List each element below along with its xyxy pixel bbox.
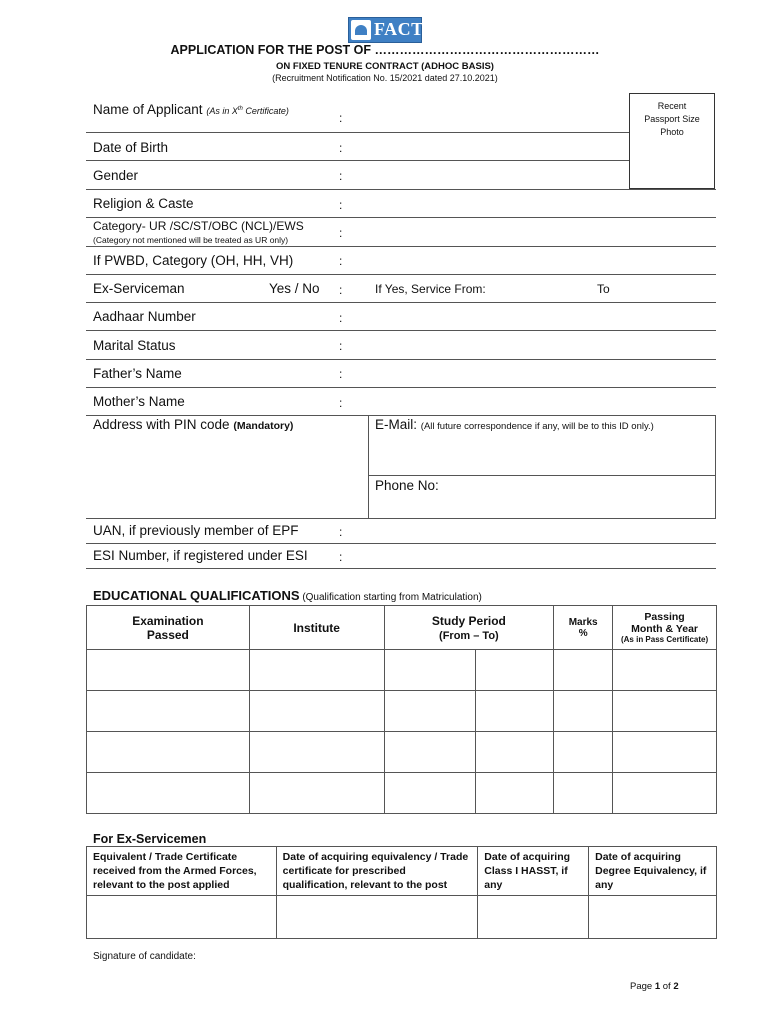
- col-study-period: [384, 606, 554, 650]
- colon: :: [339, 226, 343, 240]
- table-cell[interactable]: [476, 650, 554, 691]
- table-row: [87, 691, 717, 732]
- table-cell[interactable]: [384, 650, 476, 691]
- category-note: (Category not mentioned will be treated as UR only): [93, 235, 289, 245]
- service-to-label: To: [597, 282, 610, 296]
- table-cell[interactable]: [249, 691, 384, 732]
- table-row: [87, 650, 717, 691]
- table-cell[interactable]: [249, 773, 384, 814]
- colon: :: [339, 198, 343, 212]
- col-period-line-1: Study Period: [431, 613, 506, 628]
- page-of: of: [660, 981, 674, 992]
- exserviceman-label: Ex-Serviceman: [93, 281, 185, 296]
- table-cell[interactable]: [276, 896, 478, 939]
- table-cell[interactable]: [384, 732, 476, 773]
- field-divider: [86, 246, 716, 247]
- photo-line-2: Passport Size: [644, 114, 700, 124]
- name-note: (As in X: [206, 106, 238, 116]
- col-pass-line-2: Month & Year: [631, 623, 699, 635]
- table-cell[interactable]: [87, 650, 250, 691]
- field-divider: [86, 189, 716, 190]
- logo-text: FACT: [374, 19, 424, 39]
- col-exam-line-1: Examination: [132, 613, 204, 628]
- field-divider: [86, 518, 716, 519]
- email-note: (All future correspondence if any, will be to this ID only.): [420, 421, 654, 432]
- table-cell[interactable]: [87, 691, 250, 732]
- emblem-icon: [351, 20, 371, 40]
- exservicemen-title: For Ex-Servicemen: [93, 832, 207, 846]
- mother-name-label: Mother’s Name: [93, 394, 185, 409]
- field-divider: [86, 387, 716, 388]
- table-row: [87, 732, 717, 773]
- colon: :: [339, 550, 343, 564]
- table-cell[interactable]: [613, 773, 717, 814]
- col-examination: [87, 606, 250, 650]
- colon: :: [339, 525, 343, 539]
- page-total: 2: [673, 981, 679, 992]
- colon: :: [339, 141, 343, 155]
- education-title-note: (Qualification starting from Matriculation): [299, 592, 482, 603]
- table-cell[interactable]: [384, 773, 476, 814]
- colon: :: [339, 311, 343, 325]
- photo-box: [629, 93, 715, 189]
- recruitment-notification: (Recruitment Notification No. 15/2021 dated 27.10.2021): [272, 73, 498, 83]
- table-cell[interactable]: [87, 896, 277, 939]
- colon: :: [339, 283, 343, 297]
- field-divider: [86, 132, 629, 133]
- field-divider: [86, 274, 716, 275]
- fact-logo: [348, 17, 422, 43]
- photo-line-3: Photo: [660, 127, 684, 137]
- field-divider: [86, 568, 716, 569]
- field-divider: [86, 543, 716, 544]
- field-divider: [86, 160, 629, 161]
- table-cell[interactable]: [87, 773, 250, 814]
- col-marks-line-1: Marks: [568, 616, 598, 628]
- colon: :: [339, 396, 343, 410]
- uan-label: UAN, if previously member of EPF: [93, 523, 299, 538]
- education-header-row: [87, 606, 717, 650]
- col-marks: [554, 606, 613, 650]
- address-border: [715, 415, 716, 518]
- dob-label: Date of Birth: [93, 140, 169, 155]
- field-divider: [368, 475, 716, 476]
- table-cell[interactable]: [476, 732, 554, 773]
- table-cell[interactable]: [589, 896, 717, 939]
- table-cell[interactable]: [554, 650, 613, 691]
- table-cell[interactable]: [554, 691, 613, 732]
- exservicemen-table: [86, 846, 717, 939]
- education-table: [86, 605, 717, 814]
- col-passing: [613, 606, 717, 650]
- address-label-text: Address with PIN code: [93, 417, 230, 432]
- colon: :: [339, 367, 343, 381]
- name-note-2: Certificate): [242, 106, 289, 116]
- table-cell[interactable]: [249, 732, 384, 773]
- education-title: EDUCATIONAL QUALIFICATIONS: [93, 588, 300, 603]
- col-exam-line-2: Passed: [146, 627, 189, 642]
- col-institute: Institute: [249, 606, 384, 650]
- table-cell[interactable]: [613, 650, 717, 691]
- form-subtitle: ON FIXED TENURE CONTRACT (ADHOC BASIS): [276, 61, 494, 72]
- field-divider: [86, 359, 716, 360]
- colon: :: [339, 339, 343, 353]
- colon: :: [339, 254, 343, 268]
- name-note-sup: th: [237, 106, 243, 112]
- gender-label: Gender: [93, 168, 139, 183]
- table-cell[interactable]: [613, 691, 717, 732]
- service-from-label: If Yes, Service From:: [375, 282, 486, 296]
- col-marks-line-2: %: [578, 627, 588, 639]
- yes-no-option: Yes / No: [269, 281, 320, 296]
- form-title: APPLICATION FOR THE POST OF ………………………………………………: [170, 43, 600, 57]
- aadhaar-label: Aadhaar Number: [93, 309, 196, 324]
- col-degree-equivalency-date: Date of acquiring Degree Equivalency, if any: [589, 847, 717, 896]
- col-trade-certificate: Equivalent / Trade Certificate received from the Armed Forces, relevant to the post applied: [87, 847, 277, 896]
- address-label: [93, 417, 293, 432]
- table-cell[interactable]: [554, 773, 613, 814]
- col-hasst-date: Date of acquiring Class I HASST, if any: [478, 847, 589, 896]
- photo-line-1: Recent: [657, 101, 687, 111]
- table-cell[interactable]: [478, 896, 589, 939]
- marital-status-label: Marital Status: [93, 338, 176, 353]
- table-cell[interactable]: [476, 773, 554, 814]
- signature-label: Signature of candidate:: [93, 951, 196, 962]
- colon: :: [339, 111, 343, 125]
- colon: :: [339, 169, 343, 183]
- table-row: [87, 896, 717, 939]
- table-cell[interactable]: [613, 732, 717, 773]
- father-name-label: Father’s Name: [93, 366, 182, 381]
- field-divider: [86, 217, 716, 218]
- esi-label: ESI Number, if registered under ESI: [93, 548, 308, 563]
- email-label-text: E-Mail:: [375, 417, 418, 432]
- page-prefix: Page: [630, 981, 655, 992]
- email-label: [375, 417, 654, 432]
- name-label: [93, 102, 289, 117]
- phone-label: Phone No:: [375, 478, 439, 493]
- table-row: [87, 773, 717, 814]
- religion-label: Religion & Caste: [93, 196, 194, 211]
- category-label: Category- UR /SC/ST/OBC (NCL)/EWS: [93, 219, 304, 233]
- address-divider: [368, 415, 369, 518]
- table-cell[interactable]: [476, 691, 554, 732]
- table-cell[interactable]: [87, 732, 250, 773]
- table-cell[interactable]: [384, 691, 476, 732]
- col-pass-line-1: Passing: [644, 611, 685, 623]
- address-mandatory-note: (Mandatory): [233, 420, 294, 432]
- col-pass-line-3: (As in Pass Certificate): [620, 635, 709, 644]
- page-number: [630, 981, 679, 992]
- name-label-text: Name of Applicant: [93, 102, 203, 117]
- pwbd-label: If PWBD, Category (OH, HH, VH): [93, 253, 294, 268]
- field-divider: [86, 302, 716, 303]
- page-current: 1: [654, 981, 661, 992]
- col-equivalency-date: Date of acquiring equivalency / Trade certificate for prescribed qualification, relevant to the post: [276, 847, 478, 896]
- education-section-title: [93, 588, 482, 603]
- field-divider: [86, 330, 716, 331]
- col-period-line-2: (From – To): [439, 629, 499, 642]
- table-cell[interactable]: [249, 650, 384, 691]
- field-divider: [86, 415, 716, 416]
- exservicemen-header-row: [87, 847, 717, 896]
- table-cell[interactable]: [554, 732, 613, 773]
